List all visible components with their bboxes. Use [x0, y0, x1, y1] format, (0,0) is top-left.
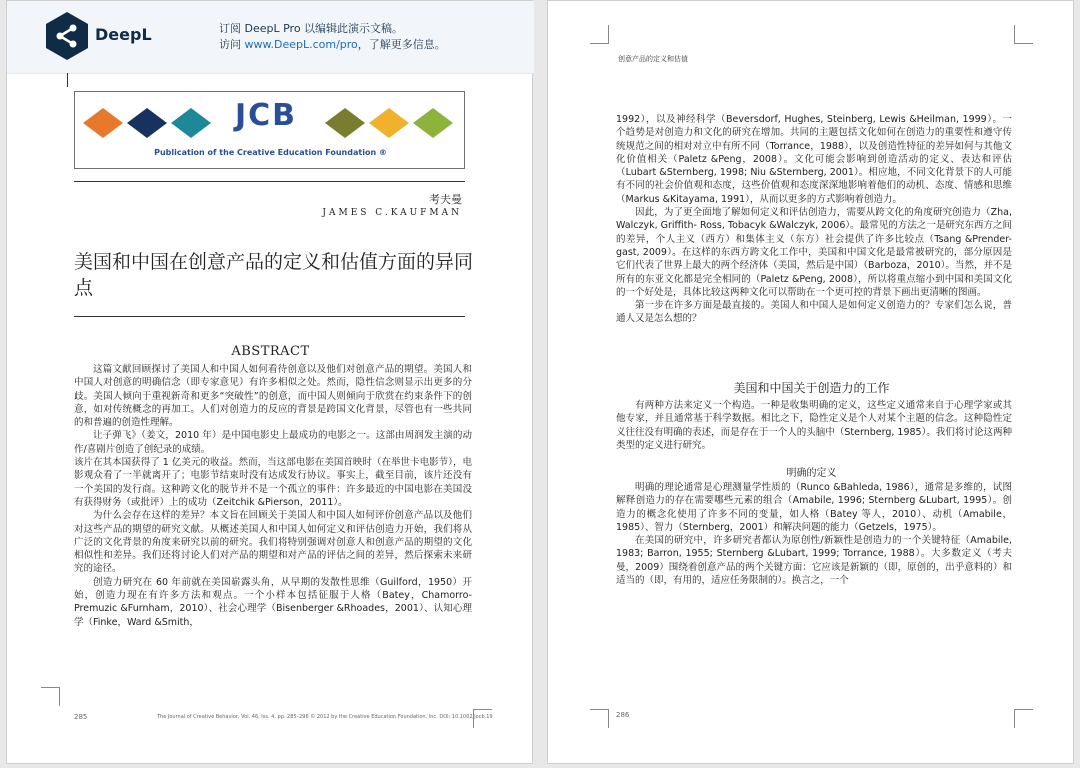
body-paragraph: 该片在其本国获得了 1 亿美元的收益。然而，当这部电影在美国首映时（在举世卡电影节），电影观众看了一半就离开了；电影节结束时没有达成发行协议。事实上，截至目前，该片还没有一个美国的发行商。这种跨文化的脱节并不是一个孤立的事件：许多最近的中国电影在美国没有获得财务（或批评）上的成功（Zeitchik &Pierson，2011）。	[74, 457, 472, 508]
subsection-heading: 明确的定义	[786, 468, 837, 479]
journal-logo-text: JCB	[235, 98, 298, 133]
crop-mark	[473, 709, 492, 728]
deepl-pro-link[interactable]: www.DeepL.com/pro	[244, 38, 358, 51]
promo-line-1: 订阅 DeepL Pro 以编辑此演示文稿。	[219, 22, 404, 35]
right-page-body-bottom	[616, 481, 1012, 619]
right-page-body-top	[616, 113, 1012, 371]
document-page-left	[6, 0, 533, 764]
crop-mark	[1014, 709, 1033, 728]
crop-mark	[41, 687, 60, 706]
crop-mark	[1014, 25, 1033, 44]
body-paragraph: 这篇文献回顾探讨了美国人和中国人如何看待创意以及他们对创意产品的期望。美国人和中国人对创意的明确信念（即专家意见）有许多相似之处。然而，隐性信念则显示出更多的分歧。美国人倾向于重视新奇和更多“突破性”的创意，而中国人则倾向于欣赏在约束条件下的创意，如对传统概念的再加工。人们对创造力的反应的背景是跨国文化背景，尽管也有一些共同的和普遍的创造性理解。	[74, 364, 472, 429]
title-rule	[74, 316, 465, 317]
article-title: 美国和中国在创意产品的定义和估值方面的异同点	[74, 251, 474, 299]
section-heading: 美国和中国关于创造力的工作	[733, 381, 890, 395]
footer-citation: The Journal of Creative Behavior, Vol. 46, Iss. 4, pp. 285–296 © 2012 by the Creative Education Foundation, Inc. DOI: 10.1002/jocb.19	[157, 714, 493, 720]
crop-mark	[590, 709, 609, 728]
left-page-body	[74, 363, 472, 653]
diamond-orange	[83, 108, 123, 138]
abstract-heading: ABSTRACT	[231, 344, 310, 359]
running-head: 创意产品的定义和估值	[618, 55, 688, 63]
journal-diamonds-right	[323, 106, 463, 140]
journal-header-logo	[74, 91, 465, 169]
right-page-body-mid	[616, 399, 1012, 455]
deepl-promo-text	[219, 21, 446, 53]
diamond-teal	[171, 108, 211, 138]
body-paragraph: 为什么会存在这样的差异？本文旨在回顾关于美国人和中国人如何评价创意产品以及他们对这些产品的期望的研究文献。从概述美国人和中国人如何定义和评估创造力开始，我们将从广泛的文化背景的角度来研究以前的研究。我们将特别强调对创意人和创意产品的期望的文化相似性和差异。我们还将讨论人们对产品的期望和对产品的评估之间的差异，然后探索未来研究的途径。	[74, 510, 472, 575]
text-cursor	[67, 73, 68, 87]
body-paragraph: 让子弹飞》（姜文，2010 年）是中国电影史上最成功的电影之一。这部由周润发主演的动作/喜剧片创造了创纪录的成绩。	[74, 430, 472, 455]
diamond-olive	[325, 108, 365, 138]
deepl-logo-icon	[45, 11, 89, 61]
body-paragraph: 有两种方法来定义一个构造。一种是收集明确的定义，这些定义通常来自于心理学家或其他专家，并且通常基于科学数据。相比之下，隐性定义是个人对某个主题的信念。这种隐性定义往往没有明确的表述，而是存在于一个人的头脑中（Sternberg, 1985）。我们将讨论这两种类型的定义进行研究。	[616, 400, 1012, 451]
author-name-chinese: 考夫曼	[429, 193, 462, 206]
body-paragraph: 1992），以及神经科学（Beversdorf, Hughes, Steinberg, Lewis &Heilman, 1999）。一个趋势是对创造力和文化的研究在增加。共同的主题包括文化如何在创造力的重要性和遵守传统规范之间的相对对立中有所不同（Torrance，1988），以及创造性特征的差异如何与其他文化价值相关（Paletz &Peng，2008）。文化可能会影响到创造活动的定义、表达和评估（Lubart &Sternberg, 1998; Niu &Sternberg, 2001）。相应地，不同文化背景下的人可能有不同的社会价值观和态度，这些价值观和态度深深地影响着他们的动机、态度、情感和思维（Markus &Kitayama, 1991），从而以更多的方式影响着创造力。	[616, 114, 1012, 205]
promo-line-2-suffix: ，了解更多信息。	[357, 38, 446, 51]
document-page-right	[547, 0, 1074, 764]
promo-line-2	[219, 37, 446, 53]
diamond-navy	[127, 108, 167, 138]
promo-line-2-prefix: 访问	[219, 38, 245, 51]
deepl-promo-banner[interactable]	[7, 1, 534, 74]
header-rule-top	[74, 181, 465, 182]
author-name-english: JAMES C.KAUFMAN	[322, 208, 462, 218]
page-number: 285	[74, 713, 88, 721]
diamond-green	[413, 108, 453, 138]
journal-publication-line: Publication of the Creative Education Foundation ®	[154, 148, 387, 157]
body-paragraph: 在美国的研究中，许多研究者都认为原创性/新颖性是创造力的一个关键特征（Amabile, 1983; Barron, 1955; Sternberg &Lubart, 1999; Torrance, 1988）。大多数定义（考夫曼，2009）围绕着创意产品的两个关键方面：它应该是新颖的（即，原创的，出乎意料的）和适当的（即，有用的，适应任务限制的）。换言之，一个	[616, 535, 1012, 587]
body-paragraph: 创造力研究在 60 年前就在美国崭露头角，从早期的发散性思维（Guilford，1950）开始，创造力现在有许多方法和观点。一个小样本包括征服于人格（Batey，Chamorro-Premuzic &Furnham，2010）、社会心理学（Bisenberger &Rhoades，2001）、认知心理学（Finke，Ward &Smith，	[74, 576, 472, 628]
page-number: 286	[616, 711, 630, 719]
crop-mark	[590, 25, 609, 44]
body-paragraph: 第一步在许多方面是最直接的。美国人和中国人是如何定义创造力的？专家们怎么说，普通人又是怎么想的？	[616, 300, 1012, 325]
body-paragraph: 明确的理论通常是心理测量学性质的（Runco &Bahleda, 1986），通常是多维的，试图解释创造力的存在需要哪些元素的组合（Amabile, 1996; Sternberg &Lubart, 1995）。创造力的概念化使用了许多不同的变量，如人格（Batey 等人，2010）、动机（Amabile，1985）、智力（Sternberg，2001）和解决问题的能力（Getzels，1975）。	[616, 482, 1012, 533]
diamond-yellow	[369, 108, 409, 138]
journal-diamonds-left	[81, 106, 221, 140]
body-paragraph: 因此，为了更全面地了解如何定义和评估创造力，需要从跨文化的角度研究创造力（Zha, Walczyk, Griffith- Ross, Tobacyk &Walczyk, 2006）。最常见的方法之一是研究东西方之间的差异，个人主义（西方）和集体主义（东方）社会提供了许多比较点（Tsang &Prender-gast, 2009）。在这样的东西方跨文化工作中，美国和中国文化是最常被研究的，部分原因是它们代表了世界上最大的两个经济体（美国，然后是中国）（Barboza，2010）。当然，并不是所有的东亚文化都是完全相同的（Paletz &Peng, 2008），所以将重点缩小到中国和美国文化的一个好处是，具体比较这两种文化可以帮助在一个更可控的背景下画出更清晰的图画。	[616, 207, 1012, 298]
deepl-brand-name: DeepL	[95, 25, 152, 44]
